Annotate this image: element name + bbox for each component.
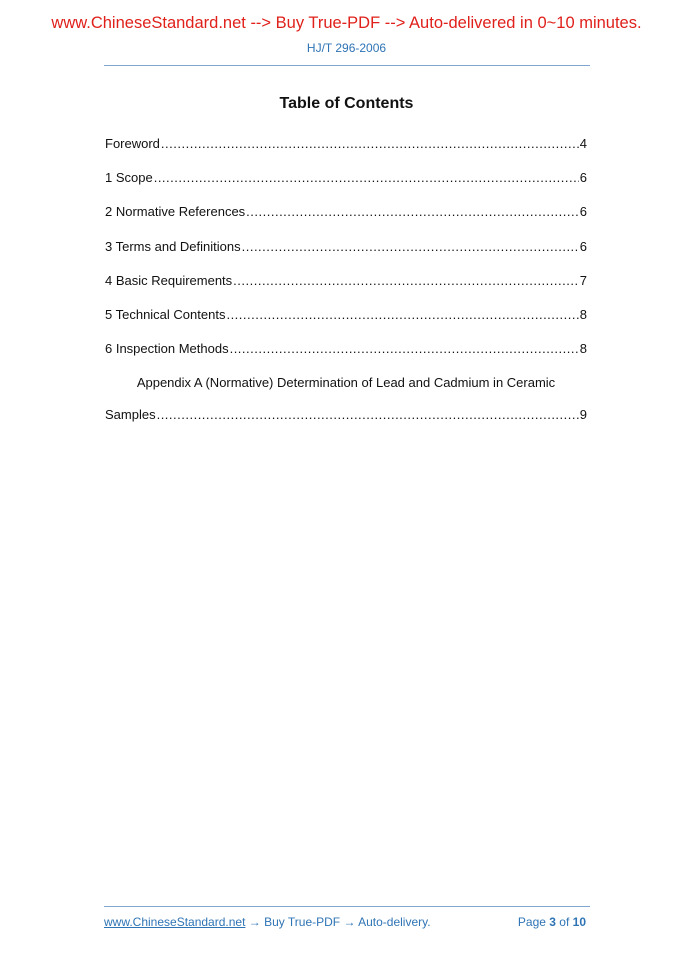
toc-entry-page: 8 bbox=[579, 306, 587, 322]
toc-entry-label: 3 Terms and Definitions bbox=[105, 238, 241, 254]
toc-entry-scope[interactable] bbox=[105, 167, 587, 201]
footer-site-link[interactable]: www.ChineseStandard.net bbox=[104, 915, 246, 929]
toc-entry-label: 4 Basic Requirements bbox=[105, 272, 233, 288]
toc-entry-normative-references[interactable] bbox=[105, 201, 587, 235]
toc-list bbox=[105, 133, 587, 439]
toc-entry-label: 5 Technical Contents bbox=[105, 306, 226, 322]
footer-promo bbox=[104, 915, 431, 929]
toc-leader-dots bbox=[242, 236, 579, 258]
header-divider bbox=[104, 65, 590, 66]
toc-entry-technical-contents[interactable] bbox=[105, 304, 587, 338]
footer-promo-text: → Buy True-PDF → Auto-delivery. bbox=[245, 915, 431, 929]
toc-entry-appendix-a[interactable] bbox=[105, 372, 587, 438]
toc-leader-dots bbox=[154, 167, 579, 189]
toc-appendix-continuation bbox=[105, 404, 587, 438]
toc-entry-label: Foreword bbox=[105, 136, 160, 151]
toc-leader-dots bbox=[226, 304, 578, 326]
page-current: 3 bbox=[549, 915, 556, 929]
page-footer bbox=[104, 915, 586, 929]
toc-leader-dots bbox=[157, 404, 579, 426]
toc-entry-label: 2 Normative References bbox=[105, 204, 246, 220]
toc-entry-page: 9 bbox=[579, 407, 587, 423]
toc-leader-dots bbox=[161, 133, 579, 155]
toc-entry-terms-definitions[interactable] bbox=[105, 236, 587, 270]
document-code: HJ/T 296-2006 bbox=[306, 41, 387, 55]
page-total: 10 bbox=[572, 915, 586, 929]
toc-title: Table of Contents bbox=[279, 95, 414, 112]
toc-leader-dots bbox=[230, 338, 579, 360]
toc-entry-label: 1 Scope bbox=[105, 170, 153, 186]
page-indicator bbox=[518, 915, 586, 929]
footer-divider bbox=[104, 906, 590, 907]
page-of: of bbox=[555, 915, 573, 929]
toc-entry-page: 7 bbox=[579, 272, 587, 288]
toc-entry-page: 6 bbox=[579, 170, 587, 186]
toc-entry-foreword[interactable] bbox=[105, 133, 587, 167]
toc-entry-page: 6 bbox=[579, 204, 587, 220]
toc-entry-page: 6 bbox=[579, 238, 587, 254]
toc-appendix-title-line: Appendix A (Normative) Determination of Lead and Cadmium in Ceramic bbox=[136, 375, 556, 391]
toc-leader-dots bbox=[246, 201, 579, 223]
toc-entry-label: 6 Inspection Methods bbox=[105, 341, 229, 357]
toc-entry-page: 8 bbox=[579, 341, 587, 357]
toc-entry-page: 4 bbox=[579, 136, 587, 151]
toc-entry-basic-requirements[interactable] bbox=[105, 270, 587, 304]
toc-entry-label: Samples bbox=[105, 407, 156, 423]
page-label: Page bbox=[517, 915, 550, 929]
toc-leader-dots bbox=[233, 270, 579, 292]
promo-banner[interactable]: www.ChineseStandard.net --> Buy True-PDF --> Auto-delivered in 0~10 minutes. bbox=[51, 14, 642, 32]
toc-entry-inspection-methods[interactable] bbox=[105, 338, 587, 372]
